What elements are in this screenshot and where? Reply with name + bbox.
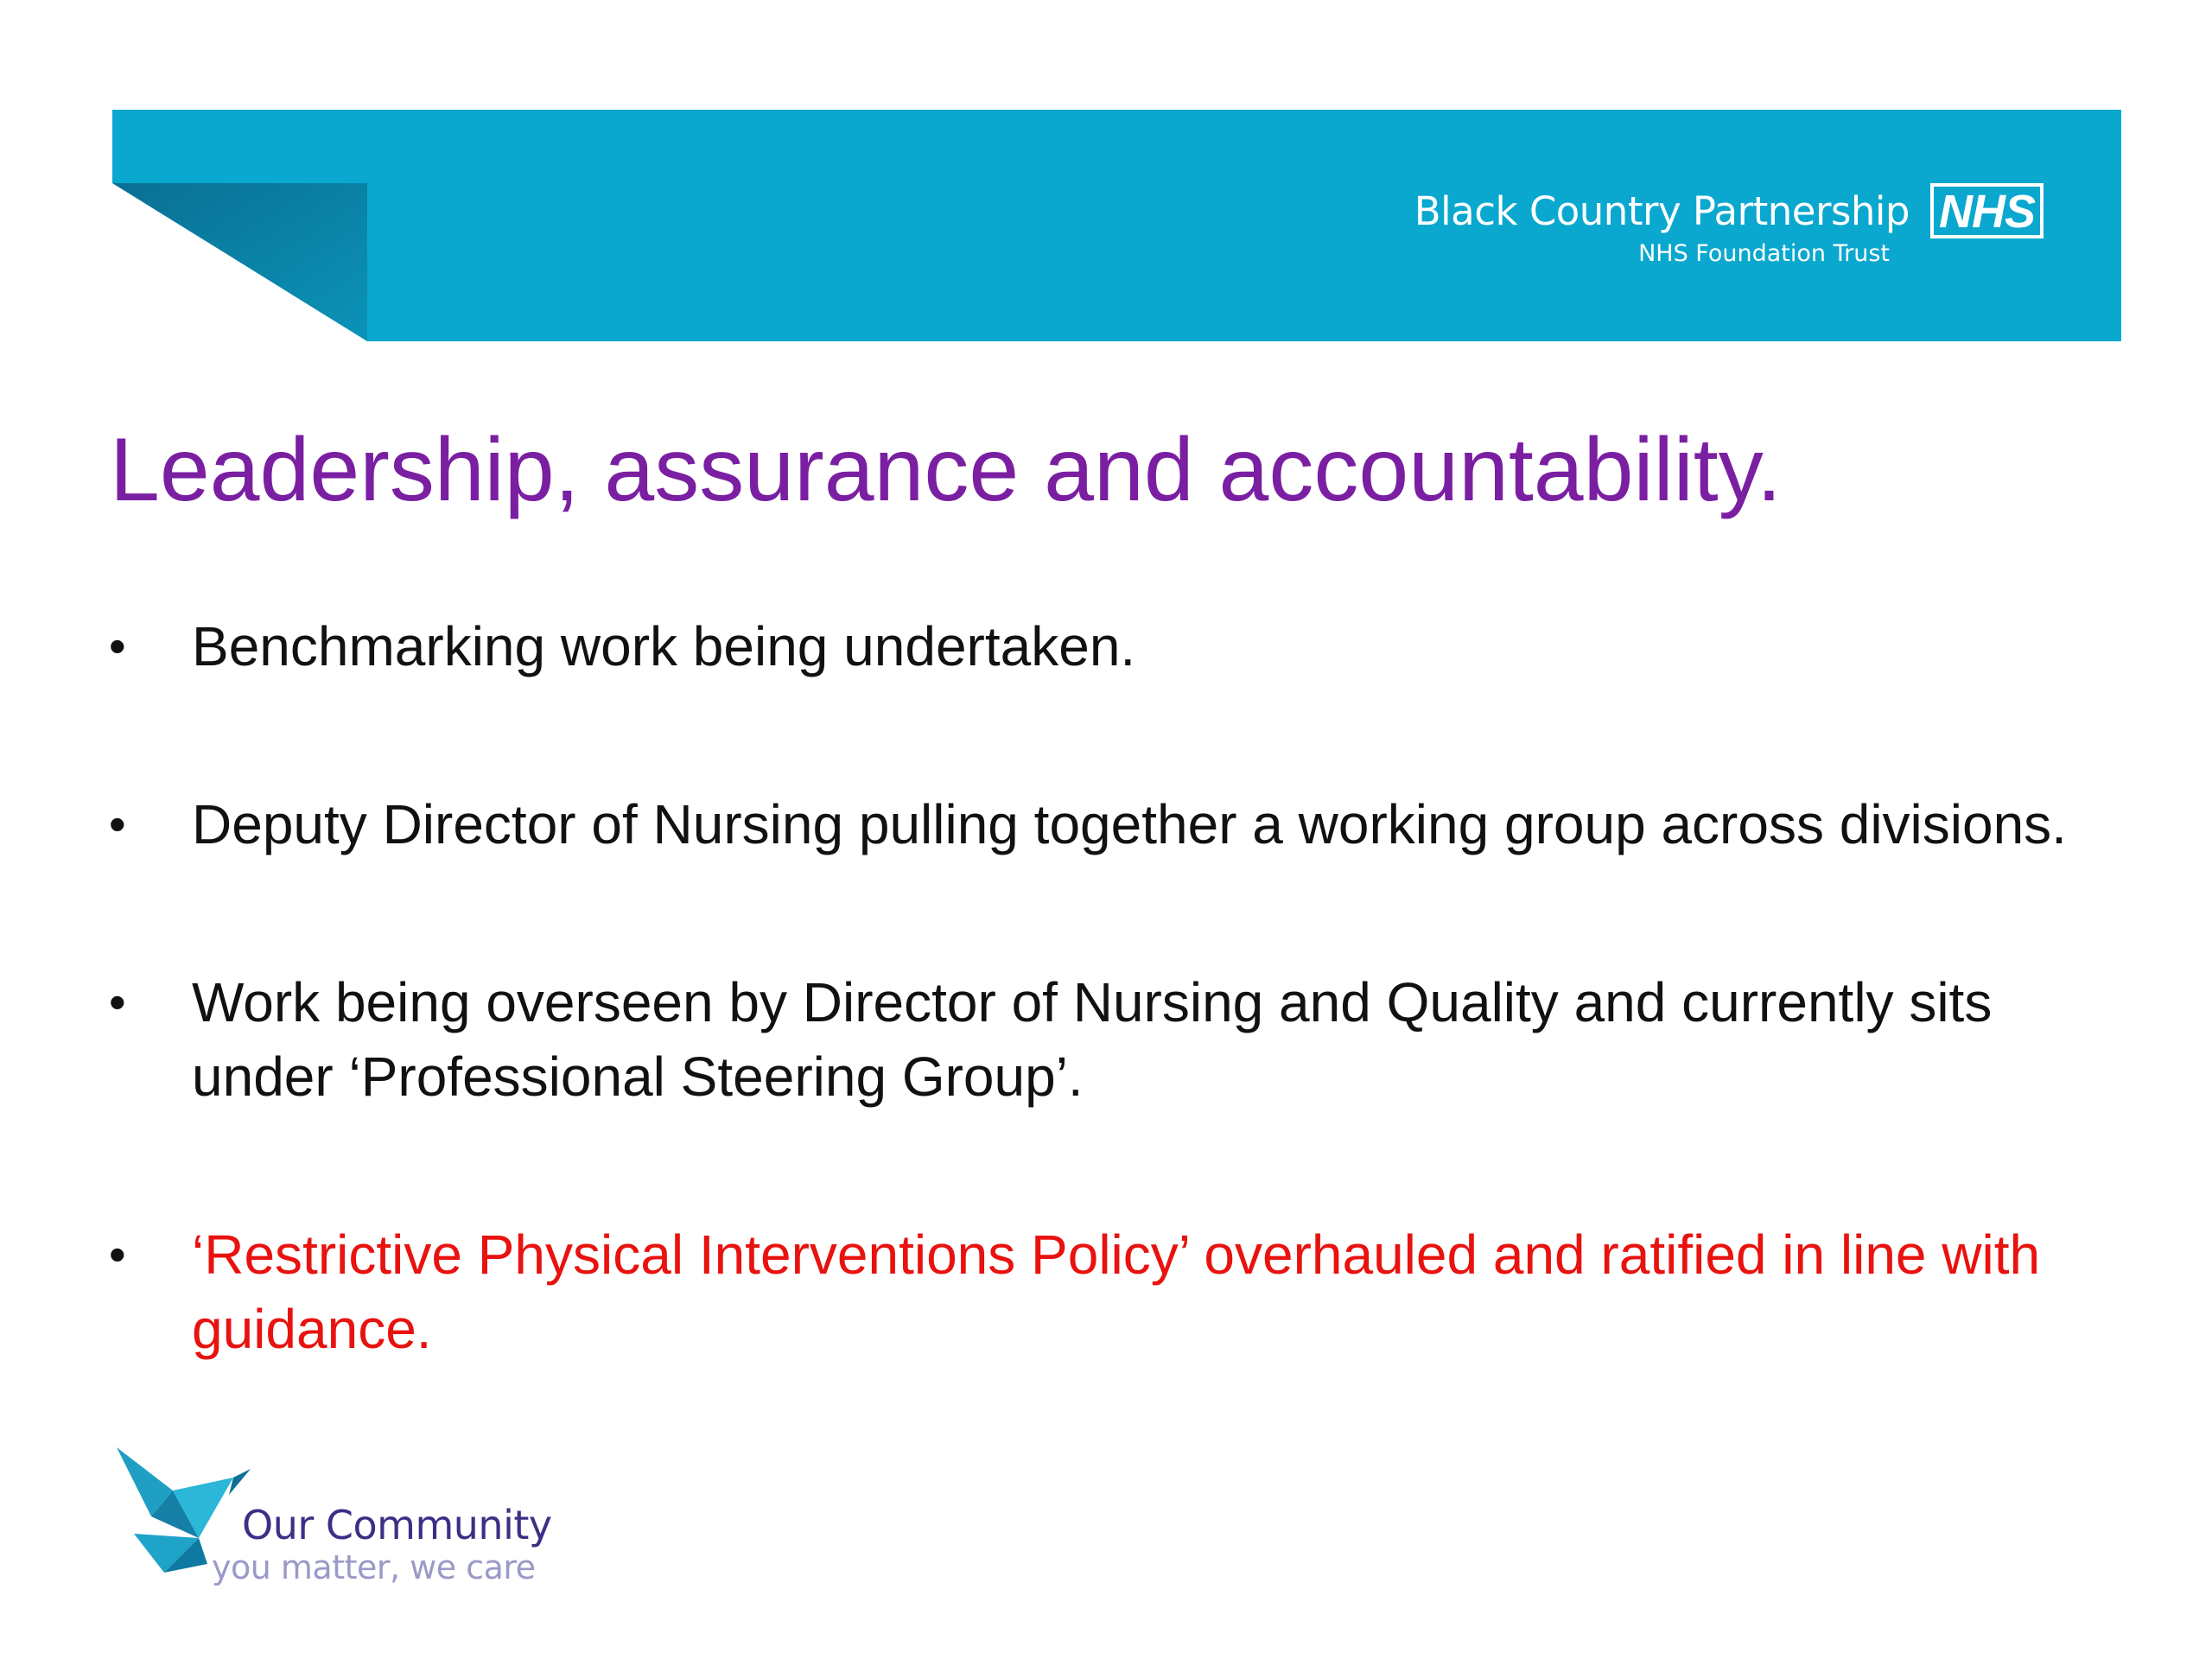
community-logo	[112, 1443, 562, 1590]
trust-brand	[1414, 183, 2044, 267]
banner-fold-icon	[112, 110, 372, 341]
header-banner	[112, 110, 2121, 341]
bullet-list	[104, 609, 2117, 1366]
org-name: Black Country Partnership	[1414, 188, 1910, 234]
bullet-item-policy: • ‘Restrictive Physical Interventions Policy’ overhauled and ratified in line with guidance.	[104, 1217, 2117, 1366]
org-subtitle: NHS Foundation Trust	[1638, 240, 1890, 267]
bullet-item-oversight: • Work being overseen by Director of Nursing and Quality and currently sits under ‘Professional Steering Group’.	[104, 965, 2117, 1114]
community-name: Our Community	[242, 1502, 552, 1548]
slide-title: Leadership, assurance and accountability.	[110, 420, 1782, 520]
community-tagline: you matter, we care	[212, 1548, 536, 1586]
bullet-item-working-group: • Deputy Director of Nursing pulling together a working group across divisions.	[104, 787, 2117, 861]
bullet-item-benchmarking: • Benchmarking work being undertaken.	[104, 609, 2117, 683]
nhs-logo: NHS	[1930, 183, 2044, 238]
